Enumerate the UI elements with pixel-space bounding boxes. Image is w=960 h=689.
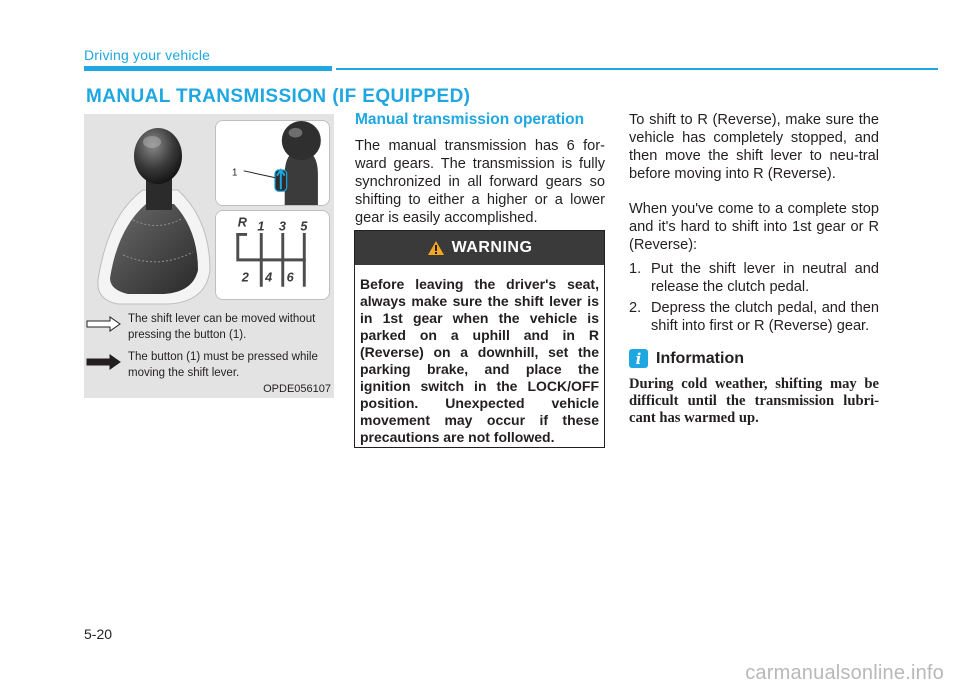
information-title: Information (656, 349, 744, 367)
list-number: 2. (629, 300, 642, 316)
header-rule-thick (84, 66, 332, 71)
warning-box (354, 230, 605, 448)
reverse-paragraph: To shift to R (Reverse), make sure the vehicle has completely stopped, and then move the shift lever to neu-tral before moving into R (Reverse). (629, 112, 879, 182)
gear-label-2: 2 (241, 269, 249, 285)
shift-pattern-inset (215, 210, 330, 300)
section-subheading: Manual transmission operation (355, 111, 585, 128)
legend-text: The button (1) must be pressed while moving the shift lever. (128, 351, 318, 379)
legend-text: The shift lever can be moved without pressing the button (1). (128, 313, 316, 341)
list-item (629, 260, 879, 296)
warning-header (355, 231, 604, 265)
callout-number: 1 (231, 167, 238, 179)
legend-row (86, 349, 332, 387)
legend-row (86, 311, 332, 349)
section-header: Driving your vehicle (84, 47, 211, 63)
operation-paragraph: The manual transmission has 6 for-ward gears. The transmission is fully synchronized in all forward gears so shifting to either a higher or a lower gear is easily accomplished. (355, 138, 605, 226)
right-column (629, 111, 879, 427)
gear-label-6: 6 (286, 269, 294, 285)
header-rule-thin (336, 68, 938, 70)
information-header (629, 349, 879, 368)
chapter-title: MANUAL TRANSMISSION (IF EQUIPPED) (86, 86, 471, 107)
list-item (629, 299, 879, 335)
info-icon: i (629, 349, 648, 368)
warning-title: WARNING (451, 239, 533, 256)
page-number: 5-20 (84, 626, 113, 642)
gear-label-1: 1 (257, 218, 265, 234)
gear-label-4: 4 (265, 269, 273, 285)
shift-lever-illustration (88, 120, 213, 305)
figure-legend (86, 311, 332, 387)
gear-label-5: 5 (300, 218, 308, 234)
release-button-inset (215, 120, 330, 206)
figure-code: OPDE056107 (263, 383, 331, 395)
list-text: Put the shift lever in neutral and release the clutch pedal. (651, 261, 879, 295)
hard-shift-paragraph: When you've come to a complete stop and it's hard to shift into 1st gear or R (Reverse): (629, 201, 879, 253)
information-text: During cold weather, shifting may be difficult until the transmission lubri-cant has warmed up. (629, 376, 879, 426)
warning-triangle-icon (427, 240, 445, 256)
gear-label-3: 3 (278, 218, 286, 234)
warning-text: Before leaving the driver's seat, always make sure the shift lever is in 1st gear when the vehicle is parked on a uphill and in R (Reverse) on a downhill, set the parking brake, and place the ignition switch in the LOCK/OFF position. Unexpected vehicle movement may occur if these precautions are not followed. (360, 276, 599, 445)
list-text: Depress the clutch pedal, and then shift into first or R (Reverse) gear. (651, 300, 879, 334)
list-number: 1. (629, 261, 642, 277)
solid-arrow-icon (86, 354, 122, 370)
watermark-link[interactable]: carmanualsonline.info (745, 662, 944, 684)
gear-label-r: R (237, 214, 247, 230)
outline-arrow-icon (86, 316, 122, 332)
figure-panel (84, 114, 334, 398)
